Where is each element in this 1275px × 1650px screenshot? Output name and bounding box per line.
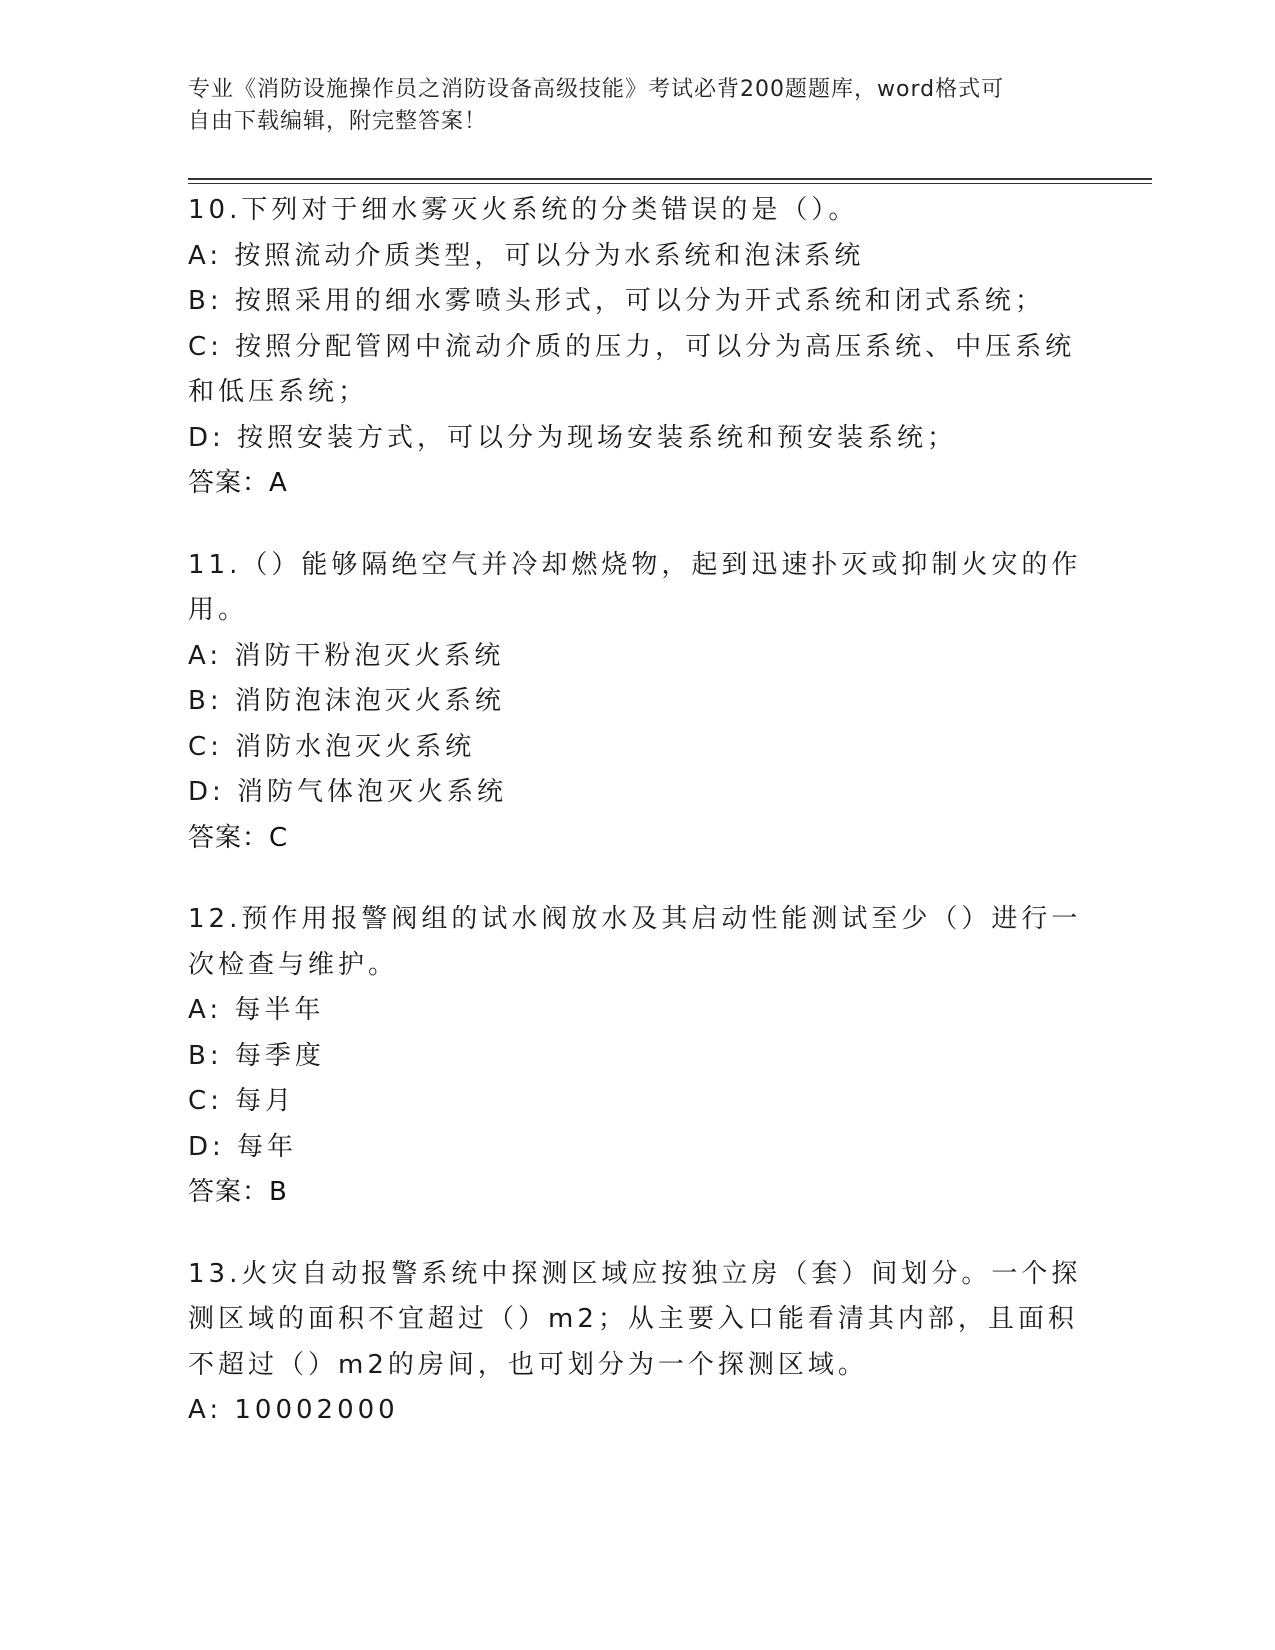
page-header bbox=[188, 74, 1068, 138]
option-d: D: 消防气体泡灭火系统 bbox=[188, 777, 508, 807]
question-stem: 11.（）能够隔绝空气并冷却燃烧物，起到迅速扑灭或抑制火灾的作用。 bbox=[188, 549, 1082, 625]
header-divider-thin bbox=[188, 183, 1152, 184]
option-a: A: 消防干粉泡灭火系统 bbox=[188, 640, 505, 671]
question-13 bbox=[188, 1252, 1088, 1434]
header-line-1: 专业《消防设施操作员之消防设备高级技能》考试必背200题题库，word格式可 bbox=[188, 77, 1005, 102]
option-a: A: 按照流动介质类型，可以分为水系统和泡沫系统 bbox=[188, 240, 865, 271]
option-d: D: 按照安装方式，可以分为现场安装系统和预安装系统； bbox=[188, 422, 958, 453]
question-stem: 10.下列对于细水雾灭火系统的分类错误的是（）。 bbox=[188, 195, 859, 225]
option-d: D: 每年 bbox=[188, 1131, 298, 1162]
question-stem: 13.火灾自动报警系统中探测区域应按独立房（套）间划分。一个探测区域的面积不宜超过（）m2；从主要入口能看清其内部，且面积不超过（）m2的房间，也可划分为一个探测区域。 bbox=[188, 1258, 1082, 1380]
question-11 bbox=[188, 543, 1088, 862]
option-a: A: 10002000 bbox=[188, 1395, 399, 1425]
option-b: B: 消防泡沫泡灭火系统 bbox=[188, 686, 505, 716]
question-list bbox=[188, 188, 1088, 1470]
question-stem: 12.预作用报警阀组的试水阀放水及其启动性能测试至少（）进行一次检查与维护。 bbox=[188, 904, 1082, 980]
option-c: C: 每月 bbox=[188, 1086, 296, 1116]
option-a: A: 每半年 bbox=[188, 995, 325, 1025]
option-c: C: 消防水泡灭火系统 bbox=[188, 731, 476, 762]
question-10 bbox=[188, 188, 1088, 507]
header-line-2: 自由下载编辑，附完整答案！ bbox=[188, 109, 488, 134]
answer-label: 答案：B bbox=[188, 1177, 288, 1207]
option-b: B: 每季度 bbox=[188, 1040, 325, 1071]
header-divider-thick bbox=[188, 178, 1152, 180]
answer-label: 答案：C bbox=[188, 822, 289, 853]
option-b: B: 按照采用的细水雾喷头形式，可以分为开式系统和闭式系统； bbox=[188, 286, 1045, 316]
option-c: C: 按照分配管网中流动介质的压力，可以分为高压系统、中压系统和低压系统； bbox=[188, 331, 1076, 407]
question-12 bbox=[188, 897, 1088, 1216]
answer-label: 答案：A bbox=[188, 468, 288, 498]
